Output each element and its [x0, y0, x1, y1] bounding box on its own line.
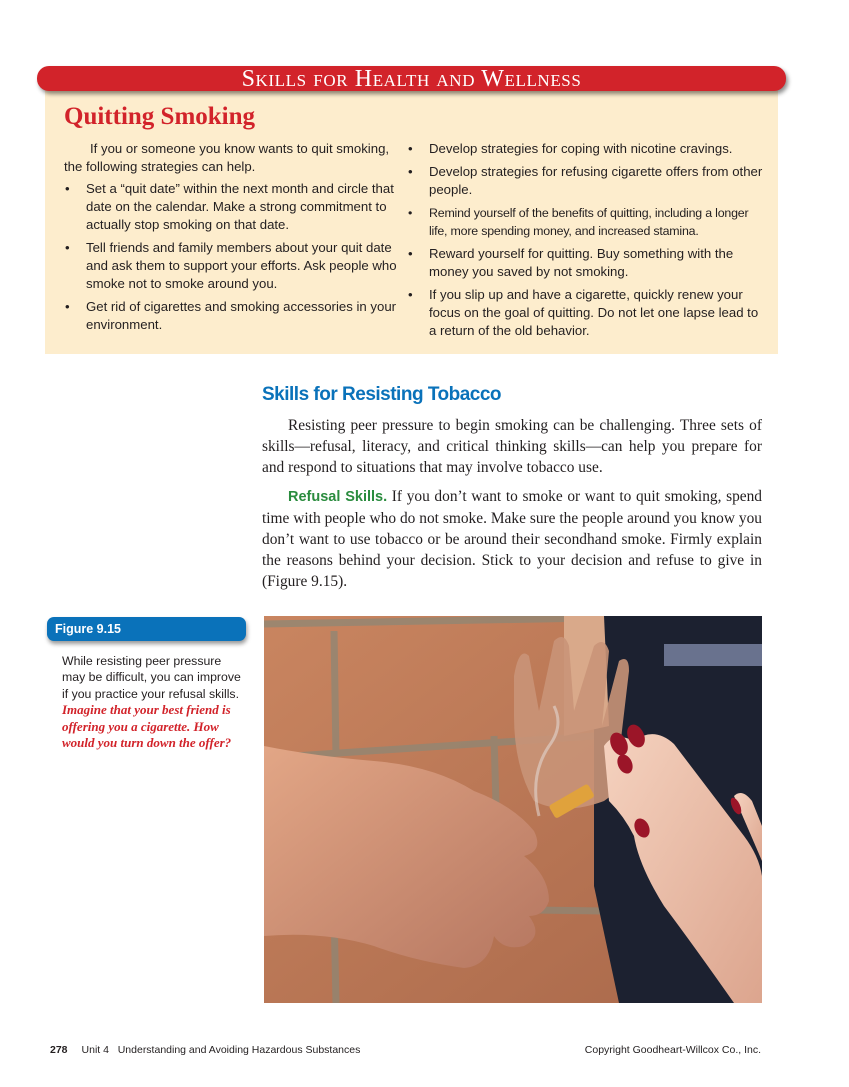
list-item	[64, 298, 404, 334]
caption-text: While resisting peer pressure may be difficult, you can improve if you practice your refusal skills.	[62, 654, 241, 701]
page-number: 278	[50, 1044, 68, 1056]
unit-title: Unit 4 Understanding and Avoiding Hazardous Substances	[81, 1044, 361, 1056]
figure-label-text: Figure 9.15	[55, 622, 121, 636]
refusal-photo-illustration	[264, 616, 762, 1003]
list-item-text: Reward yourself for quitting. Buy something with the money you saved by not smoking.	[429, 246, 734, 279]
figure-caption	[62, 653, 242, 751]
list-item	[407, 140, 767, 158]
caption-question: Imagine that your best friend is offering you a cigarette. How would you turn down the offer?	[62, 702, 232, 751]
section-heading: Skills for Resisting Tobacco	[262, 384, 502, 405]
bullet-icon: •	[408, 287, 413, 302]
bullet-icon: •	[65, 181, 70, 196]
runin-heading: Refusal Skills.	[288, 489, 388, 505]
bullet-icon: •	[408, 246, 413, 261]
list-item-text: Set a “quit date” within the next month and circle that date on the calendar. Make a strong commitment to actually stop smoking on that date.	[86, 181, 394, 232]
right-column	[407, 140, 767, 345]
left-column	[64, 140, 404, 339]
box-title: Quitting Smoking	[64, 103, 256, 130]
figure-label	[47, 617, 246, 641]
copyright: Copyright Goodheart-Willcox Co., Inc.	[584, 1044, 761, 1056]
list-item	[64, 239, 404, 293]
bullet-icon: •	[65, 240, 70, 255]
list-item-text: Tell friends and family members about your quit date and ask them to support your efforts. Ask people who smoke not to smoke around you.	[86, 240, 397, 291]
banner-title: Skills for Health and Wellness	[241, 65, 582, 92]
list-item-text: Develop strategies for refusing cigarette offers from other people.	[429, 164, 763, 197]
body-paragraph-refusal	[262, 486, 762, 592]
list-item-text: If you slip up and have a cigarette, quickly renew your focus on the goal of quitting. Do not let one lapse lead to a return of the old behavior.	[429, 287, 759, 338]
list-item-text: Get rid of cigarettes and smoking accessories in your environment.	[86, 299, 397, 332]
bullet-icon: •	[408, 206, 413, 220]
body-paragraph: Resisting peer pressure to begin smoking can be challenging. Three sets of skills—refusal, literacy, and critical thinking skills—can help you prepare for and respond to situations that may involve tobacco use.	[262, 417, 762, 476]
list-item-text: Remind yourself of the benefits of quitting, including a longer life, more spending money, and increased stamina.	[429, 206, 749, 238]
bullet-icon: •	[408, 164, 413, 179]
section-banner	[37, 66, 786, 91]
bullet-icon: •	[65, 299, 70, 314]
list-item	[407, 163, 767, 199]
list-item	[407, 286, 767, 340]
left-bullet-list	[64, 180, 404, 334]
intro-text: If you or someone you know wants to quit smoking, the following strategies can help.	[64, 141, 390, 174]
list-item-text: Develop strategies for coping with nicotine cravings.	[429, 141, 733, 156]
figure-photo	[264, 616, 762, 1003]
list-item	[64, 180, 404, 234]
list-item	[407, 245, 767, 281]
paragraph-text: If you don’t want to smoke or want to quit smoking, spend time with people who do not smoke. Make sure the people around you know you don’t want to use tobacco or be around their secondhand smoke. Firmly explain the reasons behind your decision. Stick to your decision and refuse to give in (Figure 9.15).	[262, 488, 763, 590]
bullet-icon: •	[408, 141, 413, 156]
page-footer-left	[50, 1044, 360, 1056]
list-item	[407, 204, 767, 240]
quitting-smoking-box	[45, 88, 778, 354]
right-bullet-list	[407, 140, 767, 340]
